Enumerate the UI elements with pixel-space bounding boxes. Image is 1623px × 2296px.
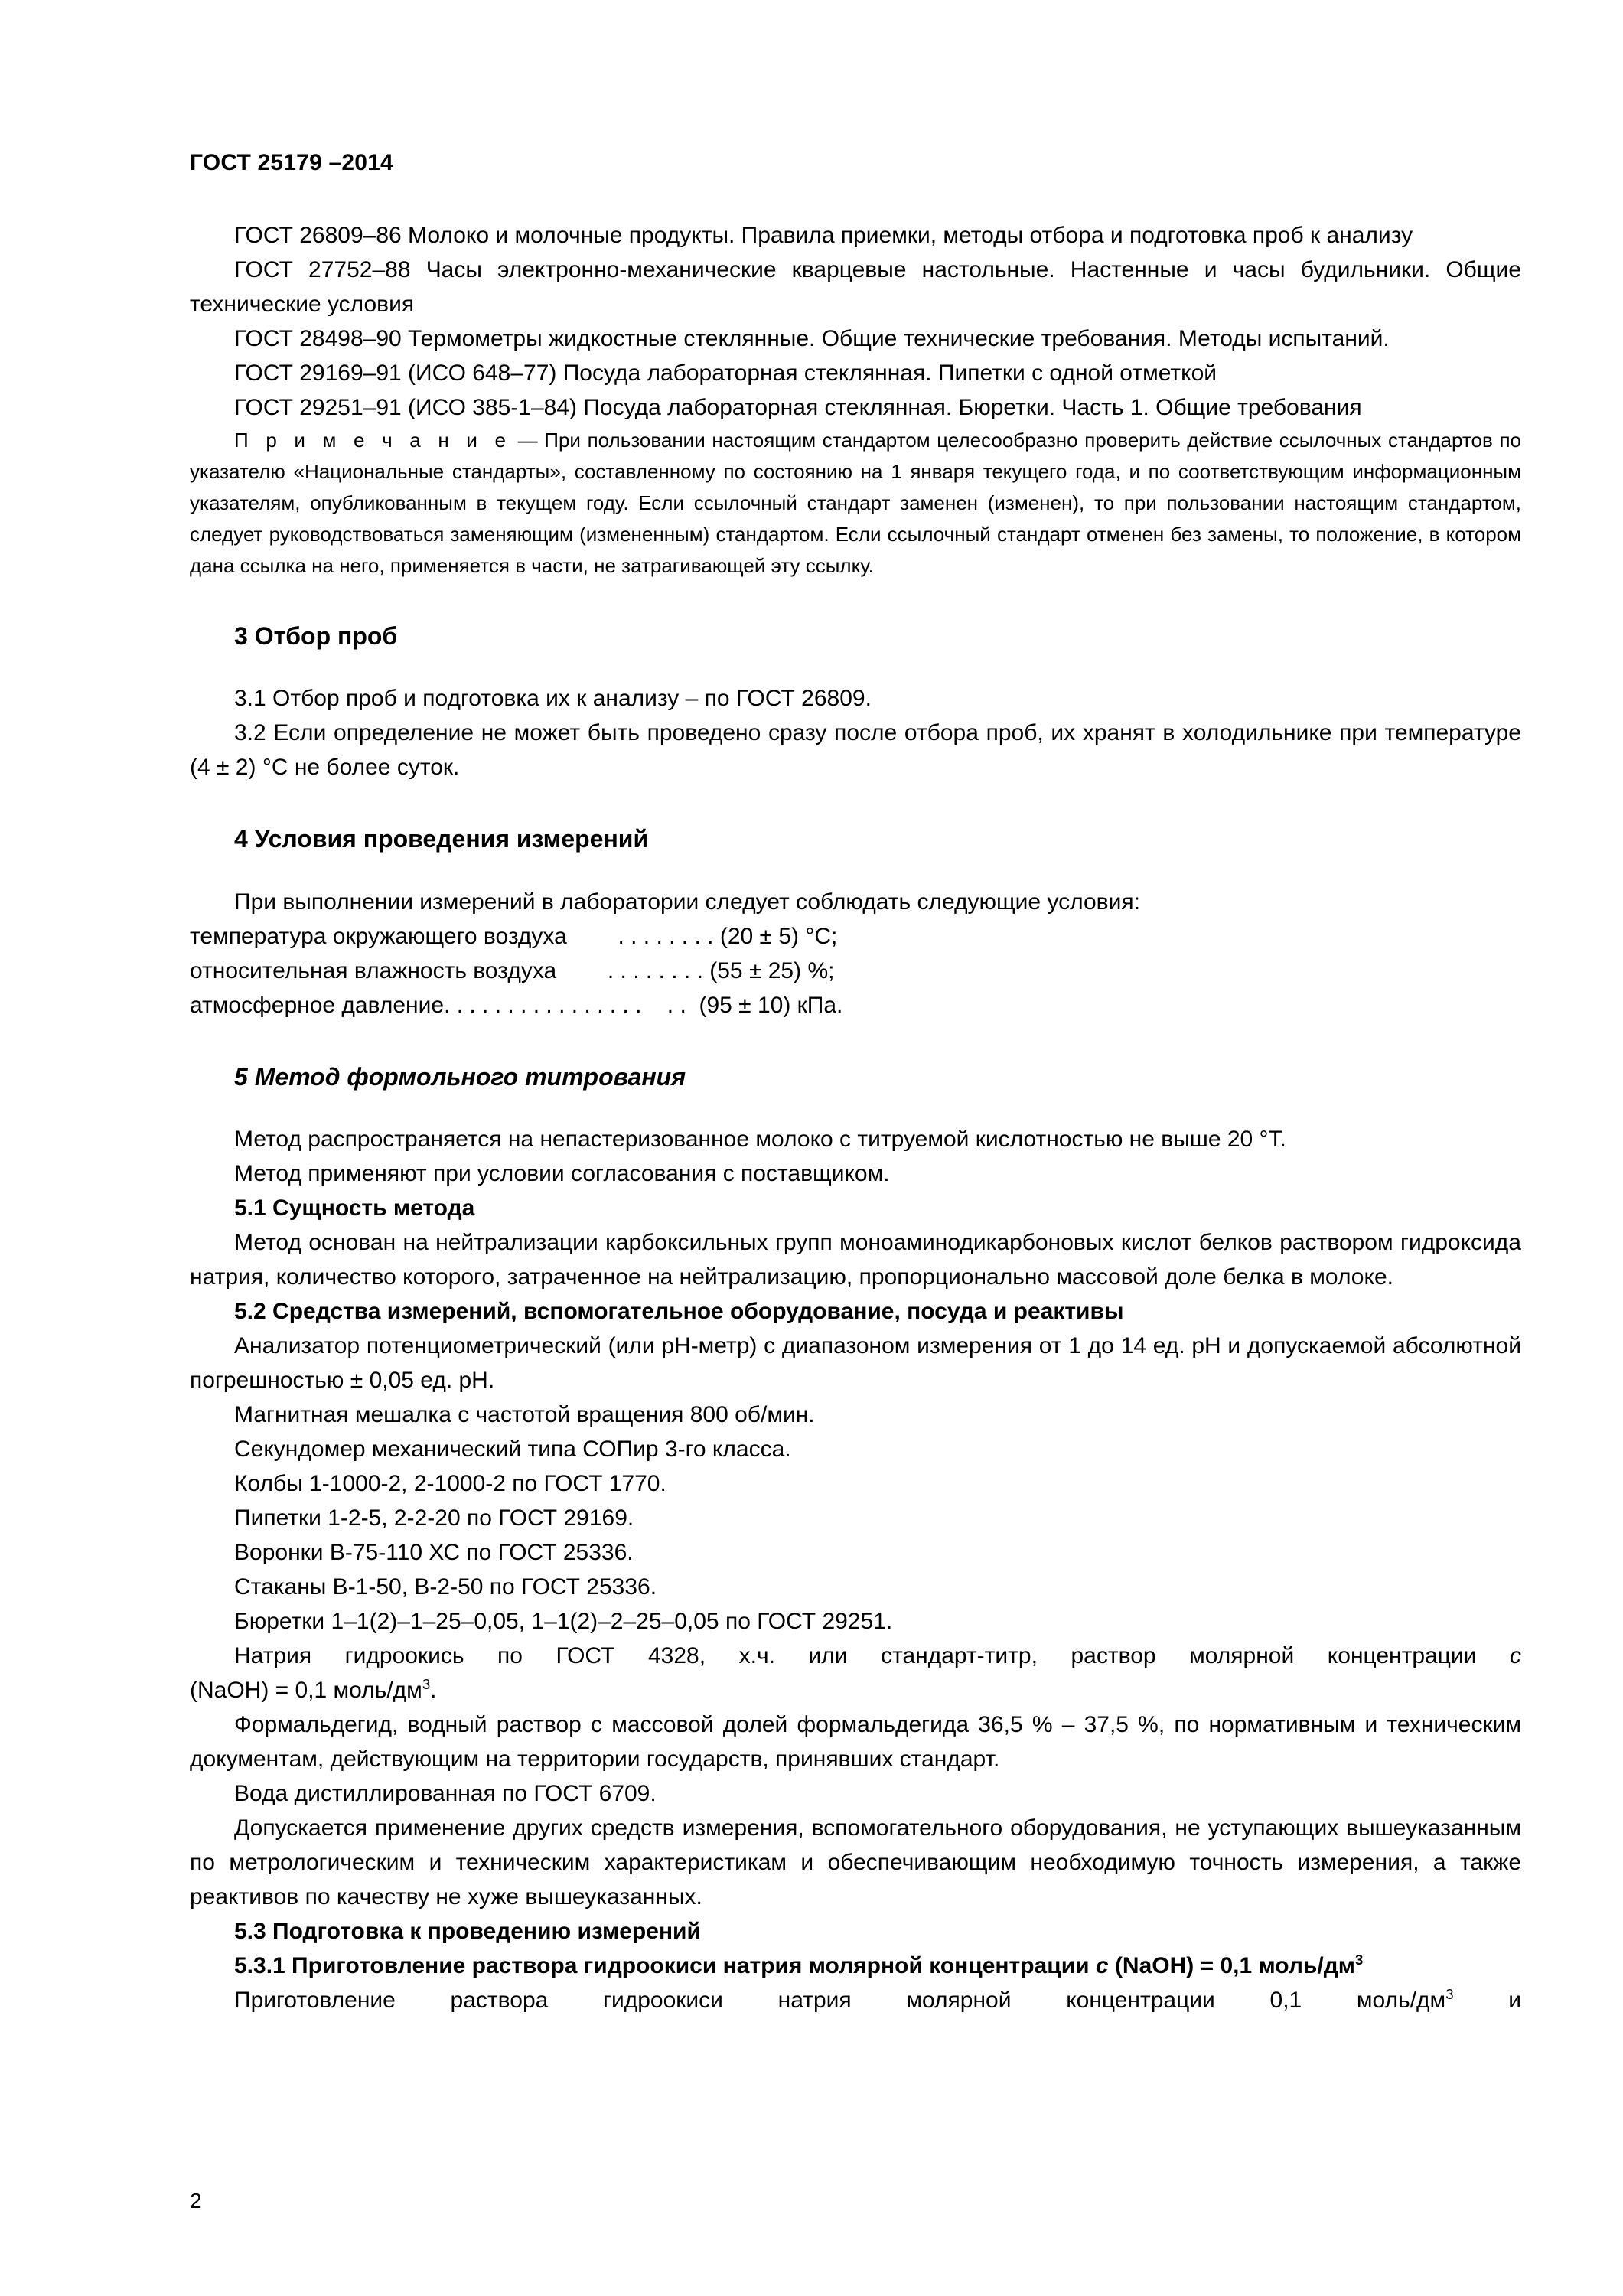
cubic-exponent: 3 [1354, 1952, 1364, 1968]
concentration-symbol: c [1510, 1643, 1521, 1669]
equipment-item: Пипетки 1-2-5, 2-2-20 по ГОСТ 29169. [234, 1505, 634, 1531]
normative-references-list [190, 218, 1521, 425]
section-5-intro-line-2: Метод применяют при условии согласования с поставщиком. [234, 1161, 890, 1187]
reference-item: ГОСТ 26809–86 Молоко и молочные продукты. Правила приемки, методы отбора и подготовка проб к анализу [234, 223, 1413, 248]
concentration-symbol: c [1095, 1953, 1109, 1979]
condition-name: температура окружающего воздуха [190, 923, 567, 949]
heading-clause-5-3: 5.3 Подготовка к проведению измерений [234, 1919, 701, 1945]
condition-row [190, 988, 1521, 1022]
equipment-item: Секундомер механический типа СОПир 3-го класса. [234, 1437, 791, 1463]
note-dash: — [511, 429, 545, 452]
cubic-exponent: 3 [422, 1676, 431, 1693]
reference-item: ГОСТ 29251–91 (ИСО 385-1–84) Посуда лабораторная стеклянная. Бюретки. Часть 1. Общие требования [234, 395, 1362, 420]
note-text: При пользовании настоящим стандартом целесообразно проверить действие ссылочных стандартов по указателю «Национальные стандарты», составленному по состоянию на 1 января текущего года, и по соответствующим информационным указателям, опубликованным в текущем году. Если ссылочный стандарт заменен (изменен), то при пользовании настоящим стандартом, следует руководствоваться заменяющим (измененным) стандартом. Если ссылочный стандарт отменен без замены, то положение, в котором дана ссылка на него, применяется в части, не затрагивающей эту ссылку. [190, 429, 1521, 577]
condition-row [190, 919, 1521, 954]
condition-value: (55 ± 25) %; [709, 957, 835, 983]
equipment-item: Колбы 1-1000-2, 2-1000-2 по ГОСТ 1770. [234, 1471, 666, 1497]
clause-3-1: 3.1 Отбор проб и подготовка их к анализу – по ГОСТ 26809. [234, 686, 872, 712]
heading-section-4: 4 Условия проведения измерений [234, 825, 649, 853]
condition-row [190, 954, 1521, 988]
reagent-naoh-text: Натрия гидроокись по ГОСТ 4328, х.ч. или стандарт-титр, раствор молярной концентрации [234, 1643, 1510, 1669]
clause-5-1-text: Метод основан на нейтрализации карбоксильных групп моноаминодикарбоновых кислот белков раствором гидроксида натрия, количество которого, затраченное на нейтрализацию, пропорционально массовой доле белка в молоке. [190, 1230, 1521, 1290]
clause-5-3-1-body [190, 1983, 1521, 2017]
condition-name: относительная влажность воздуха [190, 957, 557, 983]
reagent-formaldehyde: Формальдегид, водный раствор с массовой долей формальдегида 36,5 % – 37,5 %, по нормативным и техническим документам, действующим на территории государств, принявших стандарт. [190, 1712, 1521, 1773]
heading-clause-5-1: 5.1 Сущность метода [234, 1195, 475, 1221]
condition-value: (20 ± 5) °С; [719, 923, 838, 949]
section-4-intro: При выполнении измерений в лаборатории следует соблюдать следующие условия: [234, 889, 1140, 915]
clause-5-3-1-body-text: Приготовление раствора гидроокиси натрия молярной концентрации 0,1 моль/дм [234, 1988, 1446, 2014]
clause-5-3-1-value: (NaOH) = 0,1 моль/дм [1108, 1953, 1355, 1979]
note-block [190, 425, 1521, 582]
heading-clause-5-2: 5.2 Средства измерений, вспомогательное оборудование, посуда и реактивы [234, 1299, 1124, 1325]
reagent-naoh-continued [190, 1673, 1521, 1707]
clause-5-2-analyzer: Анализатор потенциометрический (или рН-метр) с диапазоном измерения от 1 до 14 ед. рН и допускаемой абсолютной погрешностью ± 0,05 ед. рН. [190, 1333, 1521, 1394]
heading-clause-5-3-1 [190, 1949, 1521, 1983]
cubic-exponent: 3 [1445, 1986, 1454, 2003]
condition-leader: . . . . . . . . [566, 923, 720, 949]
equipment-item: Бюретки 1–1(2)–1–25–0,05, 1–1(2)–2–25–0,05 по ГОСТ 29251. [234, 1609, 893, 1635]
condition-leader: . . . . . . . . . . . . . . . . . . [444, 992, 693, 1018]
condition-leader: . . . . . . . . [556, 957, 710, 983]
page-number: 2 [190, 2189, 202, 2213]
condition-name: атмосферное давление [190, 992, 445, 1018]
condition-value: (95 ± 10) кПа. [693, 992, 843, 1018]
reagent-naoh-period: . [430, 1678, 437, 1704]
reagent-naoh [190, 1639, 1521, 1673]
heading-section-3: 3 Отбор проб [234, 622, 398, 650]
equipment-allowance-note: Допускается применение других средств измерения, вспомогательного оборудования, не уступающих вышеуказанным по метрологическим и техническим характеристикам и обеспечивающим необходимую точность измерения, а также реактивов по качеству не хуже вышеуказанных. [190, 1815, 1521, 1910]
equipment-item: Воронки В-75-110 ХС по ГОСТ 25336. [234, 1540, 634, 1566]
heading-section-5: 5 Метод формольного титрования [234, 1062, 686, 1091]
clause-5-3-1-text: 5.3.1 Приготовление раствора гидроокиси натрия молярной концентрации [234, 1953, 1096, 1979]
reagent-naoh-value: (NaOH) = 0,1 моль/дм [190, 1678, 422, 1704]
measurement-conditions-list [190, 919, 1521, 1022]
equipment-item: Магнитная мешалка с частотой вращения 800 об/мин. [234, 1402, 815, 1428]
clause-5-3-1-body-tail: и [1453, 1988, 1522, 2014]
note-label: П р и м е ч а н и е [234, 429, 511, 452]
reference-item: ГОСТ 29169–91 (ИСО 648–77) Посуда лабораторная стеклянная. Пипетки с одной отметкой [234, 360, 1217, 386]
section-5-intro-line-1: Метод распространяется на непастеризованное молоко с титруемой кислотностью не выше 20 °Т. [234, 1127, 1286, 1153]
reference-item: ГОСТ 28498–90 Термометры жидкостные стеклянные. Общие технические требования. Методы испытаний. [234, 326, 1390, 351]
reference-item: ГОСТ 27752–88 Часы электронно-механические кварцевые настольные. Настенные и часы будильники. Общие технические условия [190, 257, 1521, 317]
reagent-water: Вода дистиллированная по ГОСТ 6709. [234, 1781, 657, 1807]
clause-3-2: 3.2 Если определение не может быть проведено сразу после отбора проб, их хранят в холодильнике при температуре (4 ± 2) °С не более суток. [190, 720, 1521, 781]
equipment-list [190, 1397, 1521, 1639]
running-header: ГОСТ 25179 –2014 [190, 150, 393, 175]
equipment-item: Стаканы В-1-50, В-2-50 по ГОСТ 25336. [234, 1574, 657, 1600]
page-content [190, 150, 1521, 2017]
